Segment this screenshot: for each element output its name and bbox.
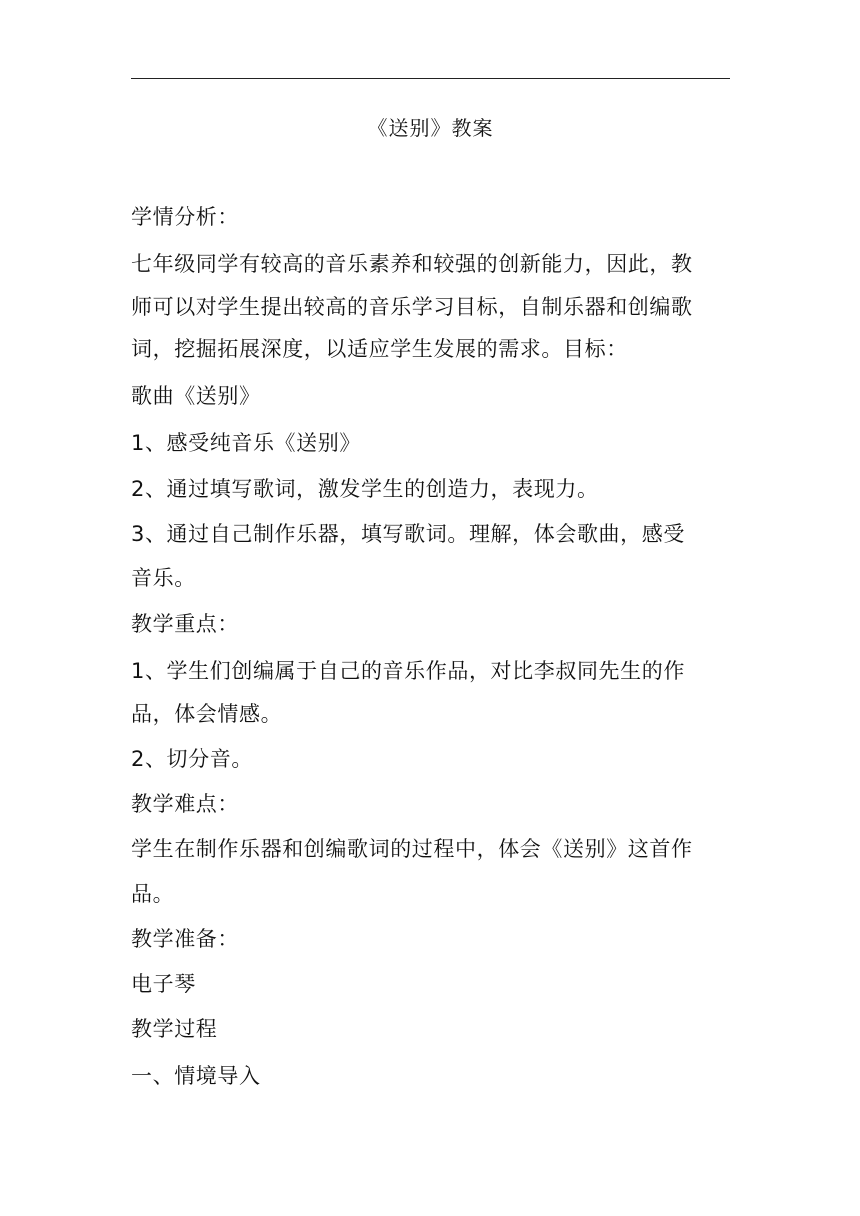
header-rule	[131, 78, 730, 79]
list-item: 1、感受纯音乐《送别》	[131, 431, 361, 455]
paragraph-line: 师可以对学生提出较高的音乐学习目标，自制乐器和创编歌	[131, 295, 693, 319]
paragraph-line: 词，挖掘拓展深度，以适应学生发展的需求。目标：	[131, 337, 628, 361]
section-heading-difficulties: 教学难点：	[131, 792, 239, 816]
subsection-heading: 一、情境导入	[131, 1064, 261, 1088]
section-heading-preparation: 教学准备：	[131, 927, 239, 951]
list-item: 1、学生们创编属于自己的音乐作品，对比李叔同先生的作	[131, 659, 685, 683]
paragraph-line: 品。	[131, 882, 175, 906]
paragraph-line: 歌曲《送别》	[131, 384, 261, 408]
paragraph-line: 学生在制作乐器和创编歌词的过程中，体会《送别》这首作	[131, 837, 693, 861]
section-heading-learning-analysis: 学情分析：	[131, 205, 239, 229]
list-item: 3、通过自己制作乐器，填写歌词。理解，体会歌曲，感受	[131, 522, 685, 546]
list-item: 2、通过填写歌词，激发学生的创造力，表现力。	[131, 477, 599, 501]
section-heading-process: 教学过程	[131, 1017, 218, 1041]
paragraph-line: 电子琴	[131, 972, 196, 996]
list-item: 2、切分音。	[131, 747, 253, 771]
paragraph-line: 音乐。	[131, 566, 196, 590]
section-heading-key-points: 教学重点：	[131, 612, 239, 636]
document-title: 《送别》教案	[367, 116, 494, 140]
paragraph-line: 七年级同学有较高的音乐素养和较强的创新能力，因此，教	[131, 252, 693, 276]
paragraph-line: 品，体会情感。	[131, 702, 283, 726]
